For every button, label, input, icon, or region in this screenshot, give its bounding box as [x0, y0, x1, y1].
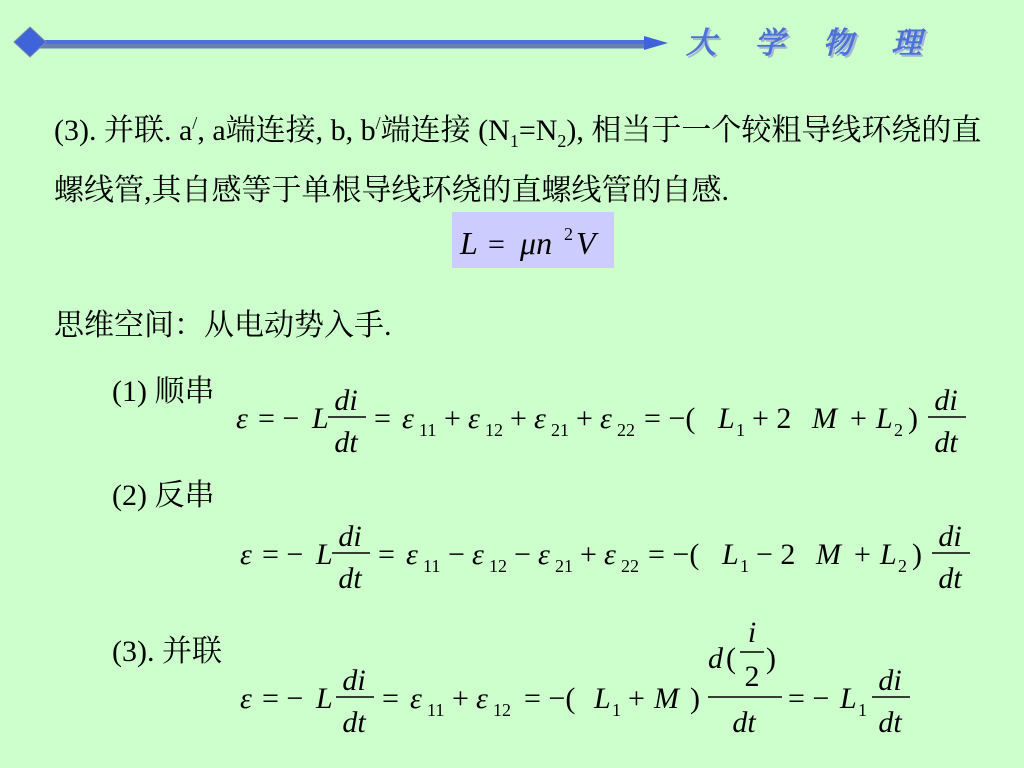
svg-text:ε: ε: [600, 402, 612, 435]
svg-text:L: L: [312, 402, 329, 435]
svg-text:L: L: [594, 682, 611, 715]
svg-text:+: +: [628, 682, 645, 715]
svg-text:1: 1: [736, 420, 745, 440]
svg-text:dt: dt: [938, 562, 962, 595]
svg-text:): ): [690, 682, 700, 715]
svg-text:L: L: [718, 402, 735, 435]
svg-text:1: 1: [740, 556, 749, 576]
svg-text:L: L: [316, 682, 333, 715]
svg-text:+ 2: + 2: [752, 402, 792, 435]
svg-text:11: 11: [419, 420, 437, 440]
svg-text:di: di: [878, 664, 902, 697]
svg-text:L: L: [840, 682, 857, 715]
svg-text:+: +: [854, 538, 871, 571]
svg-text:ε: ε: [236, 402, 248, 435]
svg-text:11: 11: [423, 556, 441, 576]
intro-paragraph: (3). 并联. a/, a端连接, b, b/端连接 $(N_1=N_2)$, 相当于一个较粗导线环绕的直螺线管,其自感等于单根导线环绕的直螺线管的自感.: [54, 113, 982, 207]
svg-text:=: =: [488, 228, 505, 261]
svg-text:): ): [908, 402, 918, 435]
svg-text:dt: dt: [732, 706, 756, 739]
svg-text:M: M: [654, 682, 679, 715]
svg-text:1: 1: [612, 700, 621, 720]
svg-text:= −: = −: [262, 682, 304, 715]
svg-text:12: 12: [489, 556, 507, 576]
svg-text:L: L: [316, 538, 333, 571]
svg-text:− 2: − 2: [756, 538, 796, 571]
svg-text:ε: ε: [240, 682, 252, 715]
svg-text:12: 12: [485, 420, 503, 440]
svg-text:μn: μn: [520, 225, 553, 261]
svg-text:L: L: [460, 225, 478, 261]
svg-text:= −(: = −(: [644, 402, 696, 435]
svg-text:+: +: [510, 402, 527, 435]
course-title: 大 学 物 理: [686, 26, 936, 61]
svg-text:=: =: [382, 682, 399, 715]
svg-text:dt: dt: [934, 426, 958, 459]
svg-text:12: 12: [493, 700, 511, 720]
svg-text:d: d: [708, 642, 723, 675]
svg-text:= −: = −: [788, 682, 830, 715]
self-inductance-formula: [452, 212, 614, 268]
svg-text:di: di: [338, 520, 362, 553]
svg-text:dt: dt: [878, 706, 902, 739]
svg-text:2: 2: [744, 660, 760, 693]
parallel-equation: [232, 614, 932, 766]
svg-text:): ): [912, 538, 922, 571]
svg-text:ε: ε: [476, 682, 488, 715]
svg-text:= −(: = −(: [524, 682, 576, 715]
svg-text:L: L: [722, 538, 739, 571]
svg-text:ε: ε: [402, 402, 414, 435]
svg-text:ε: ε: [406, 538, 418, 571]
svg-text:+: +: [444, 402, 461, 435]
svg-text:ε: ε: [538, 538, 550, 571]
svg-text:= −(: = −(: [648, 538, 700, 571]
svg-text:L: L: [880, 538, 897, 571]
svg-text:): ): [766, 642, 776, 675]
svg-text:−: −: [514, 538, 531, 571]
svg-text:di: di: [342, 664, 366, 697]
series-aiding-equation: [228, 370, 988, 462]
svg-text:2: 2: [898, 556, 907, 576]
svg-text:+: +: [850, 402, 867, 435]
svg-text:= −: = −: [258, 402, 300, 435]
svg-text:−: −: [448, 538, 465, 571]
svg-text:21: 21: [551, 420, 569, 440]
svg-text:1: 1: [858, 700, 867, 720]
svg-text:2: 2: [564, 224, 573, 244]
case-3-label: (3). 并联: [112, 635, 222, 668]
svg-text:21: 21: [555, 556, 573, 576]
header-arrow: [0, 0, 680, 70]
svg-text:M: M: [812, 402, 837, 435]
svg-text:ε: ε: [472, 538, 484, 571]
svg-text:ε: ε: [534, 402, 546, 435]
svg-text:= −: = −: [262, 538, 304, 571]
svg-text:22: 22: [621, 556, 639, 576]
svg-text:ε: ε: [240, 538, 252, 571]
case-2-label: (2) 反串: [112, 479, 215, 512]
svg-text:+: +: [576, 402, 593, 435]
svg-text:L: L: [876, 402, 893, 435]
svg-text:2: 2: [894, 420, 903, 440]
svg-text:M: M: [816, 538, 841, 571]
series-opposing-equation: [232, 506, 992, 598]
svg-text:ε: ε: [410, 682, 422, 715]
svg-text:+: +: [452, 682, 469, 715]
svg-text:di: di: [334, 384, 358, 417]
svg-text:+: +: [580, 538, 597, 571]
svg-text:dt: dt: [338, 562, 362, 595]
svg-text:11: 11: [427, 700, 445, 720]
svg-text:dt: dt: [342, 706, 366, 739]
svg-text:di: di: [938, 520, 962, 553]
svg-text:ε: ε: [604, 538, 616, 571]
svg-text:=: =: [374, 402, 391, 435]
thinking-label: 思维空间：从电动势入手.: [54, 309, 392, 342]
svg-text:di: di: [934, 384, 958, 417]
svg-text:(: (: [726, 642, 736, 675]
svg-text:ε: ε: [468, 402, 480, 435]
svg-text:dt: dt: [334, 426, 358, 459]
svg-text:i: i: [747, 616, 757, 649]
svg-text:=: =: [378, 538, 395, 571]
svg-text:22: 22: [617, 420, 635, 440]
case-1-label: (1) 顺串: [112, 375, 215, 408]
svg-text:V: V: [576, 225, 596, 261]
